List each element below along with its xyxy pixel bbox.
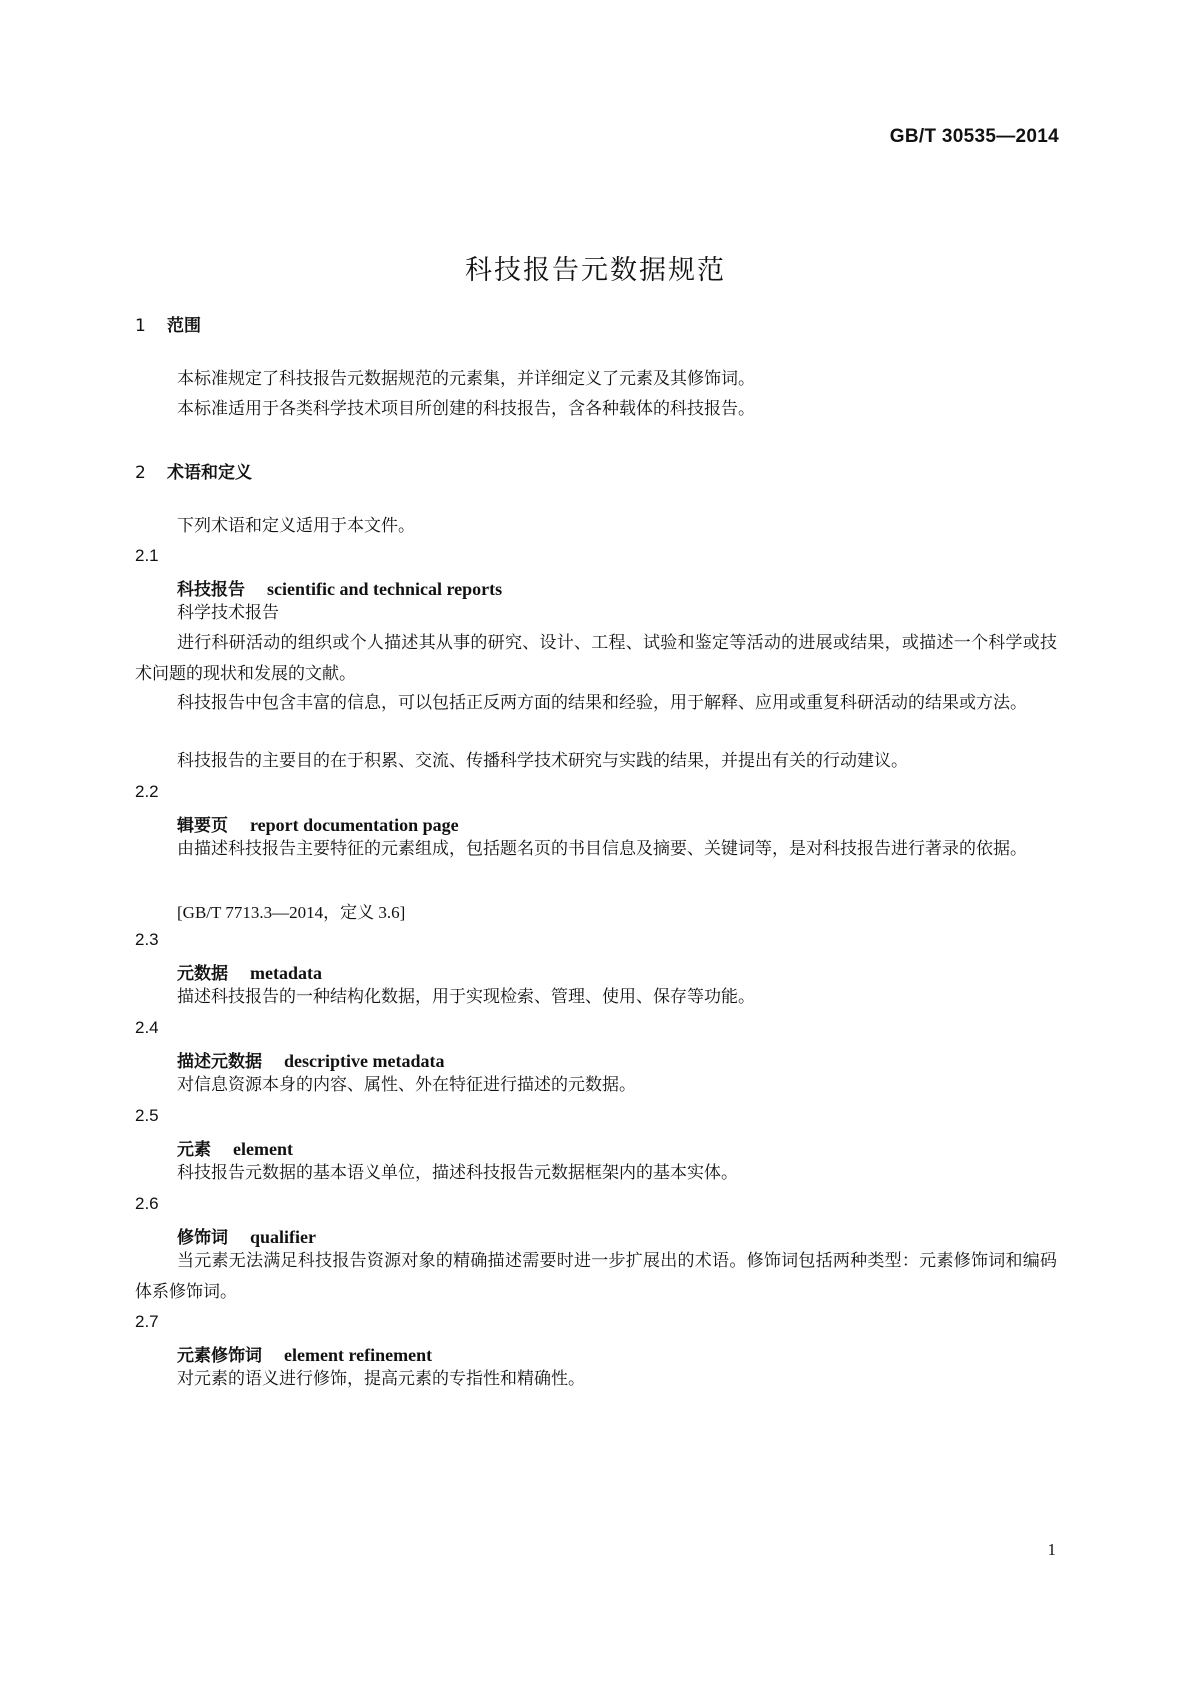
term-chinese: 辑要页 — [177, 816, 228, 836]
page-number: 1 — [1047, 1540, 1056, 1559]
term-heading — [177, 959, 322, 984]
term-english: report documentation page — [250, 815, 459, 835]
term-heading — [177, 811, 459, 836]
term-heading — [177, 575, 502, 600]
term-english: element — [233, 1139, 293, 1159]
paragraph: 对元素的语义进行修饰，提高元素的专指性和精确性。 — [177, 1369, 585, 1389]
paragraph: 由描述科技报告主要特征的元素组成，包括题名页的书目信息及摘要、关键词等，是对科技报告进行著录的依据。 — [177, 839, 1027, 859]
term-english: qualifier — [250, 1227, 316, 1247]
term-chinese: 元素 — [177, 1140, 211, 1160]
term-number: 2.6 — [135, 1194, 159, 1213]
term-chinese: 元数据 — [177, 964, 228, 984]
term-chinese: 科技报告 — [177, 580, 245, 600]
term-number: 2.4 — [135, 1018, 159, 1037]
term-heading — [177, 1047, 444, 1072]
term-alternate: 科学技术报告 — [177, 603, 279, 623]
term-english: element refinement — [284, 1345, 433, 1365]
term-english: metadata — [250, 963, 322, 983]
reference: [GB/T 7713.3—2014，定义 3.6] — [177, 903, 406, 922]
paragraph: 科技报告元数据的基本语义单位，描述科技报告元数据框架内的基本实体。 — [177, 1163, 738, 1183]
term-number: 2.2 — [135, 782, 159, 801]
paragraph: 描述科技报告的一种结构化数据，用于实现检索、管理、使用、保存等功能。 — [177, 987, 755, 1007]
term-heading — [177, 1135, 293, 1160]
term-chinese: 修饰词 — [177, 1228, 228, 1248]
standard-code: GB/T 30535—2014 — [889, 126, 1059, 147]
paragraph: 当元素无法满足科技报告资源对象的精确描述需要时进一步扩展出的术语。修饰词包括两种类型：元素修饰词和编码体系修饰词。 — [135, 1251, 1057, 1302]
paragraph: 对信息资源本身的内容、属性、外在特征进行描述的元数据。 — [177, 1075, 636, 1095]
term-number: 2.7 — [135, 1312, 159, 1331]
term-english: descriptive metadata — [284, 1051, 445, 1071]
paragraph: 本标准适用于各类科学技术项目所创建的科技报告，含各种载体的科技报告。 — [177, 399, 755, 419]
section-title: 术语和定义 — [167, 463, 252, 483]
paragraph: 进行科研活动的组织或个人描述其从事的研究、设计、工程、试验和鉴定等活动的进展或结果，或描述一个科学或技术问题的现状和发展的文献。 — [135, 633, 1057, 684]
term-number: 2.1 — [135, 546, 159, 565]
term-heading — [177, 1341, 432, 1366]
term-heading — [177, 1223, 316, 1248]
term-number: 2.5 — [135, 1106, 159, 1125]
paragraph: 本标准规定了科技报告元数据规范的元素集，并详细定义了元素及其修饰词。 — [177, 369, 755, 389]
section-heading-terms — [135, 458, 252, 483]
paragraph: 下列术语和定义适用于本文件。 — [177, 516, 415, 536]
paragraph: 科技报告中包含丰富的信息，可以包括正反两方面的结果和经验，用于解释、应用或重复科研活动的结果或方法。 — [177, 693, 1027, 713]
document-title: 科技报告元数据规范 — [465, 255, 726, 287]
paragraph: 科技报告的主要目的在于积累、交流、传播科学技术研究与实践的结果，并提出有关的行动建议。 — [177, 751, 908, 771]
term-english: scientific and technical reports — [267, 579, 503, 599]
section-number: 2 — [135, 463, 146, 483]
section-title: 范围 — [167, 316, 201, 336]
term-chinese: 元素修饰词 — [177, 1346, 262, 1366]
term-chinese: 描述元数据 — [177, 1052, 262, 1072]
term-number: 2.3 — [135, 930, 159, 949]
section-heading-scope — [135, 311, 201, 336]
section-number: 1 — [135, 316, 146, 336]
